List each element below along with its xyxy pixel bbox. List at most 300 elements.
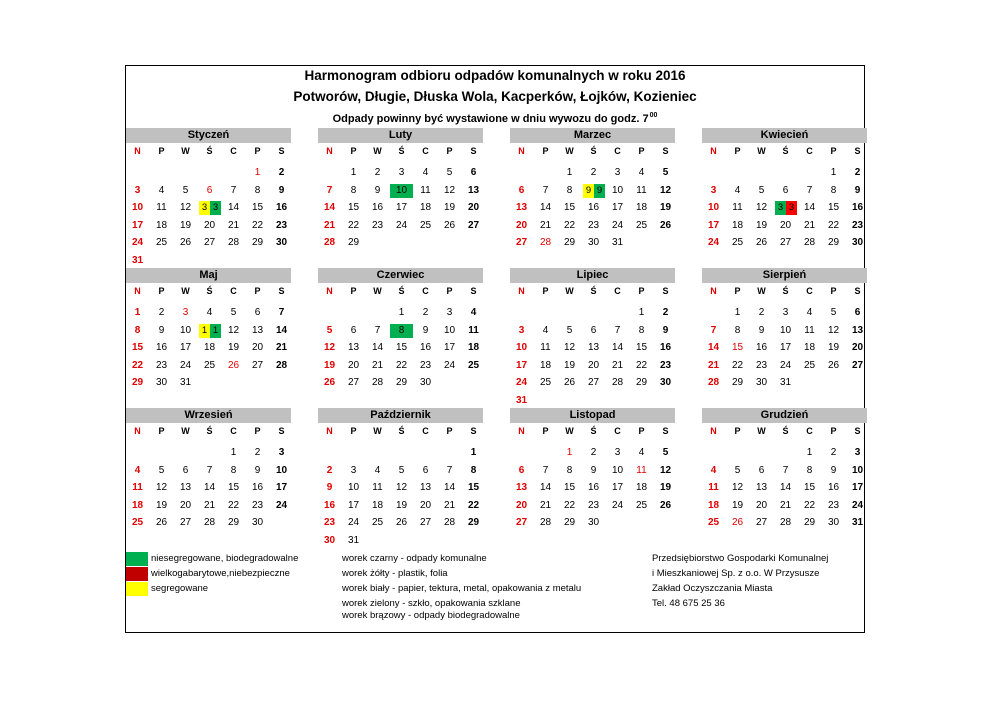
calendar-day: 1 xyxy=(566,447,573,458)
calendar-day: 24 xyxy=(515,377,528,388)
calendar-day: 14 xyxy=(707,342,720,353)
collection-day-marker: 3 xyxy=(775,201,786,215)
weekday-header: Ś xyxy=(206,146,213,156)
calendar-day: 13 xyxy=(515,202,528,213)
calendar-day: 8 xyxy=(230,464,237,476)
calendar-day: 6 xyxy=(854,307,861,318)
calendar-day: 27 xyxy=(419,517,432,528)
calendar-day: 13 xyxy=(587,342,600,353)
calendar-day: 30 xyxy=(755,377,768,388)
calendar-day: 25 xyxy=(803,359,816,371)
calendar-day: 11 xyxy=(708,482,719,493)
calendar-day: 7 xyxy=(278,307,285,318)
calendar-day: 27 xyxy=(587,377,600,388)
weekday-header: N xyxy=(326,286,333,296)
weekday-header: P xyxy=(350,286,357,296)
calendar-day: 5 xyxy=(446,167,453,178)
calendar-day: 2 xyxy=(326,464,333,476)
calendar-day: 2 xyxy=(854,167,861,178)
calendar-day: 23 xyxy=(659,359,672,371)
notice-superscript: 00 xyxy=(649,112,658,119)
weekday-header: P xyxy=(158,146,165,156)
calendar-day: 16 xyxy=(659,342,672,353)
calendar-day: 8 xyxy=(734,324,741,336)
calendar-day: 5 xyxy=(662,447,669,458)
month-header: Wrzesień xyxy=(126,408,291,423)
calendar-day: 28 xyxy=(371,377,384,388)
calendar-day: 18 xyxy=(731,219,744,231)
calendar-day: 1 xyxy=(566,167,573,178)
legend-swatch-red xyxy=(126,567,148,581)
calendar-day: 6 xyxy=(518,184,525,196)
calendar-day: 16 xyxy=(419,342,432,353)
calendar-day: 23 xyxy=(587,499,600,511)
calendar-day: 17 xyxy=(131,219,144,231)
calendar-day: 5 xyxy=(566,324,573,336)
calendar-day: 7 xyxy=(374,324,381,336)
weekday-header: C xyxy=(422,286,429,296)
weekday-header: P xyxy=(638,146,645,156)
calendar-day: 9 xyxy=(158,324,165,336)
weekday-header: S xyxy=(854,146,861,156)
calendar-day: 4 xyxy=(374,464,381,476)
weekday-header: P xyxy=(638,426,645,436)
calendar-day: 16 xyxy=(251,482,264,493)
weekday-header: P xyxy=(446,286,453,296)
calendar-day: 13 xyxy=(755,482,768,493)
calendar-day: 31 xyxy=(851,517,864,528)
calendar-day: 25 xyxy=(635,219,648,231)
calendar-day: 5 xyxy=(662,167,669,178)
calendar-day: 9 xyxy=(278,184,285,196)
calendar-day: 21 xyxy=(707,359,720,371)
calendar-day: 12 xyxy=(443,184,456,196)
calendar-day: 24 xyxy=(275,499,288,511)
calendar-day: 19 xyxy=(323,359,336,371)
calendar-day: 10 xyxy=(515,342,528,353)
calendar-day: 27 xyxy=(851,359,864,371)
calendar-day: 20 xyxy=(515,219,528,231)
calendar-day: 15 xyxy=(131,342,144,353)
calendar-day: 21 xyxy=(275,342,288,353)
calendar-day: 10 xyxy=(275,464,288,476)
weekday-header: N xyxy=(326,146,333,156)
calendar-day: 1 xyxy=(470,447,477,458)
calendar-day: 15 xyxy=(467,482,480,493)
calendar-day: 12 xyxy=(755,202,768,213)
weekday-header: C xyxy=(230,426,237,436)
calendar-day: 13 xyxy=(179,482,192,493)
weekday-header: P xyxy=(254,286,261,296)
calendar-day: 12 xyxy=(731,482,744,493)
calendar-day: 29 xyxy=(635,377,648,388)
calendar-day: 17 xyxy=(395,202,408,213)
calendar-day: 10 xyxy=(131,202,144,213)
weekday-header: P xyxy=(830,426,837,436)
calendar-day: 19 xyxy=(755,219,768,231)
calendar-day: 2 xyxy=(158,307,165,318)
bag-info: worek żółty - plastik, folia xyxy=(342,568,448,579)
calendar-day: 30 xyxy=(419,377,432,388)
calendar-day: 7 xyxy=(710,324,717,336)
weekday-header: W xyxy=(757,146,766,156)
calendar-day: 19 xyxy=(563,359,576,371)
calendar-day: 9 xyxy=(254,464,261,476)
calendar-day: 21 xyxy=(371,359,384,371)
calendar-day: 16 xyxy=(827,482,840,493)
calendar-day: 15 xyxy=(227,482,240,493)
weekday-header: W xyxy=(565,286,574,296)
calendar-day: 25 xyxy=(731,237,744,248)
calendar-day: 18 xyxy=(131,499,144,511)
weekday-header: S xyxy=(278,426,285,436)
calendar-day: 23 xyxy=(587,219,600,231)
calendar-day: 7 xyxy=(782,464,789,476)
calendar-day: 4 xyxy=(134,464,141,476)
calendar-day: 15 xyxy=(395,342,408,353)
calendar-day: 16 xyxy=(587,482,600,493)
weekday-header: N xyxy=(710,426,717,436)
calendar-day: 12 xyxy=(563,342,576,353)
calendar-day: 30 xyxy=(155,377,168,388)
calendar-day: 26 xyxy=(323,377,336,388)
calendar-day: 21 xyxy=(227,219,240,231)
calendar-day: 26 xyxy=(155,517,168,528)
calendar-day: 7 xyxy=(206,464,213,476)
calendar-day: 3 xyxy=(446,307,453,318)
calendar-day: 29 xyxy=(251,237,264,248)
calendar-day: 24 xyxy=(347,517,360,528)
calendar-day: 24 xyxy=(443,359,456,371)
calendar-day: 29 xyxy=(467,517,480,528)
calendar-day: 16 xyxy=(851,202,864,213)
calendar-day: 4 xyxy=(542,324,549,336)
calendar-day: 21 xyxy=(203,499,216,511)
weekday-header: C xyxy=(614,286,621,296)
calendar-day: 14 xyxy=(779,482,792,493)
calendar-day: 20 xyxy=(851,342,864,353)
calendar-day: 18 xyxy=(371,499,384,511)
month-header: Luty xyxy=(318,128,483,143)
calendar-day: 14 xyxy=(227,202,240,213)
weekday-header: N xyxy=(710,286,717,296)
calendar-day: 12 xyxy=(395,482,408,493)
calendar-day: 6 xyxy=(758,464,765,476)
calendar-day: 25 xyxy=(467,359,480,371)
calendar-day: 23 xyxy=(251,499,264,511)
calendar-day: 20 xyxy=(419,499,432,511)
calendar-day: 2 xyxy=(662,307,669,318)
calendar-day: 11 xyxy=(468,324,479,336)
calendar-day: 6 xyxy=(782,184,789,196)
weekday-header: C xyxy=(806,426,813,436)
month-header: Marzec xyxy=(510,128,675,143)
calendar-day: 16 xyxy=(587,202,600,213)
calendar-day: 26 xyxy=(659,499,672,511)
calendar-day: 10 xyxy=(611,464,624,476)
month-header: Sierpień xyxy=(702,268,867,283)
calendar-day: 15 xyxy=(731,342,744,353)
calendar-day: 3 xyxy=(350,464,357,476)
calendar-day: 28 xyxy=(443,517,456,528)
calendar-day: 21 xyxy=(803,219,816,231)
calendar-day: 8 xyxy=(350,184,357,196)
calendar-day: 19 xyxy=(659,202,672,213)
collection-day: 8 xyxy=(390,324,413,338)
weekday-header: W xyxy=(565,146,574,156)
calendar-day: 28 xyxy=(323,237,336,248)
calendar-day: 24 xyxy=(779,359,792,371)
calendar-day: 26 xyxy=(227,359,240,371)
weekday-header: Ś xyxy=(782,426,789,436)
calendar-day: 8 xyxy=(566,184,573,196)
calendar-day: 31 xyxy=(515,394,528,406)
calendar-day: 2 xyxy=(422,307,429,318)
calendar-day: 15 xyxy=(251,202,264,213)
calendar-day: 9 xyxy=(758,324,765,336)
calendar-day: 8 xyxy=(254,184,261,196)
weekday-header: S xyxy=(854,286,861,296)
weekday-header: Ś xyxy=(398,426,405,436)
weekday-header: W xyxy=(373,146,382,156)
weekday-header: C xyxy=(614,146,621,156)
collection-day-marker: 9 xyxy=(594,184,605,198)
schedule-sheet xyxy=(125,65,865,633)
calendar-day: 24 xyxy=(707,237,720,248)
calendar-day: 2 xyxy=(590,167,597,178)
weekday-header: P xyxy=(542,286,549,296)
calendar-day: 26 xyxy=(731,517,744,528)
calendar-day: 5 xyxy=(758,184,765,196)
calendar-day: 5 xyxy=(326,324,333,336)
calendar-day: 6 xyxy=(182,464,189,476)
company-phone: Tel. 48 675 25 36 xyxy=(652,598,725,609)
calendar-day: 20 xyxy=(179,499,192,511)
calendar-day: 22 xyxy=(227,499,240,511)
calendar-day: 17 xyxy=(515,359,528,371)
calendar-day: 3 xyxy=(710,184,717,196)
month-header: Lipiec xyxy=(510,268,675,283)
calendar-day: 3 xyxy=(614,167,621,178)
calendar-day: 11 xyxy=(804,324,815,336)
calendar-day: 28 xyxy=(611,377,624,388)
calendar-day: 31 xyxy=(179,377,192,388)
weekday-header: P xyxy=(254,146,261,156)
calendar-day: 15 xyxy=(803,482,816,493)
weekday-header: Ś xyxy=(206,426,213,436)
calendar-day: 7 xyxy=(542,184,549,196)
weekday-header: Ś xyxy=(590,286,597,296)
calendar-day: 29 xyxy=(731,377,744,388)
bag-info: worek czarny - odpady komunalne xyxy=(342,553,487,564)
calendar-day: 14 xyxy=(803,202,816,213)
calendar-day: 22 xyxy=(803,499,816,511)
weekday-header: P xyxy=(734,146,741,156)
legend-swatch-yellow xyxy=(126,582,148,596)
weekday-header: W xyxy=(565,426,574,436)
calendar-day: 1 xyxy=(230,447,237,458)
company-name: Przedsiębiorstwo Gospodarki Komunalnej xyxy=(652,553,829,564)
calendar-day: 19 xyxy=(395,499,408,511)
calendar-day: 12 xyxy=(155,482,168,493)
calendar-day: 24 xyxy=(179,359,192,371)
weekday-header: W xyxy=(373,286,382,296)
weekday-header: N xyxy=(134,426,141,436)
calendar-day: 4 xyxy=(206,307,213,318)
weekday-header: N xyxy=(134,146,141,156)
calendar-day: 3 xyxy=(782,307,789,318)
calendar-day: 25 xyxy=(419,219,432,231)
weekday-header: P xyxy=(350,146,357,156)
weekday-header: Ś xyxy=(398,286,405,296)
calendar-day: 9 xyxy=(422,324,429,336)
calendar-day: 15 xyxy=(827,202,840,213)
calendar-day: 22 xyxy=(467,499,480,511)
calendar-day: 4 xyxy=(734,184,741,196)
calendar-day: 11 xyxy=(156,202,167,213)
calendar-day: 5 xyxy=(398,464,405,476)
calendar-day: 10 xyxy=(179,324,192,336)
calendar-day: 8 xyxy=(830,184,837,196)
calendar-day: 6 xyxy=(590,324,597,336)
calendar-day: 4 xyxy=(806,307,813,318)
calendar-day: 27 xyxy=(515,237,528,248)
calendar-day: 14 xyxy=(539,482,552,493)
calendar-day: 1 xyxy=(830,167,837,178)
collection-time-notice: Odpady powinny być wystawione w dniu wywozu do godz. $7^{00}$ xyxy=(332,112,658,125)
calendar-day: 24 xyxy=(851,499,864,511)
calendar-day: 23 xyxy=(755,359,768,371)
weekday-header: W xyxy=(181,426,190,436)
calendar-day: 1 xyxy=(734,307,741,318)
calendar-day: 3 xyxy=(854,447,861,458)
calendar-day: 9 xyxy=(326,482,333,493)
calendar-day: 21 xyxy=(539,499,552,511)
calendar-day: 10 xyxy=(707,202,720,213)
calendar-day: 20 xyxy=(251,342,264,353)
calendar-day: 16 xyxy=(275,202,288,213)
calendar-day: 18 xyxy=(707,499,720,511)
calendar-day: 26 xyxy=(827,359,840,371)
calendar-day: 21 xyxy=(779,499,792,511)
calendar-day: 9 xyxy=(854,184,861,196)
calendar-day: 29 xyxy=(227,517,240,528)
calendar-day: 12 xyxy=(323,342,336,353)
calendar-day: 16 xyxy=(323,499,336,511)
calendar-day: 14 xyxy=(611,342,624,353)
calendar-day: 11 xyxy=(636,464,647,476)
calendar-day: 20 xyxy=(467,202,480,213)
calendar-day: 22 xyxy=(563,499,576,511)
calendar-day: 14 xyxy=(323,202,336,213)
legend-swatch-green xyxy=(126,552,148,566)
calendar-day: 27 xyxy=(179,517,192,528)
weekday-header: W xyxy=(757,286,766,296)
calendar-day: 8 xyxy=(638,324,645,336)
calendar-day: 25 xyxy=(707,517,720,528)
calendar-day: 21 xyxy=(611,359,624,371)
calendar-day: 26 xyxy=(395,517,408,528)
calendar-day: 2 xyxy=(374,167,381,178)
calendar-day: 20 xyxy=(755,499,768,511)
weekday-header: W xyxy=(181,286,190,296)
weekday-header: P xyxy=(734,426,741,436)
calendar-day: 31 xyxy=(611,237,624,248)
weekday-header: Ś xyxy=(398,146,405,156)
calendar-day: 18 xyxy=(419,202,432,213)
calendar-day: 30 xyxy=(587,517,600,528)
calendar-day: 1 xyxy=(350,167,357,178)
calendar-day: 14 xyxy=(443,482,456,493)
calendar-day: 6 xyxy=(350,324,357,336)
weekday-header: W xyxy=(373,426,382,436)
weekday-header: C xyxy=(614,426,621,436)
calendar-day: 22 xyxy=(731,359,744,371)
calendar-day: 17 xyxy=(707,219,720,231)
calendar-day: 3 xyxy=(518,324,525,336)
weekday-header: N xyxy=(134,286,141,296)
weekday-header: S xyxy=(470,426,477,436)
weekday-header: P xyxy=(446,146,453,156)
calendar-day: 23 xyxy=(827,499,840,511)
weekday-header: N xyxy=(518,146,525,156)
calendar-day: 3 xyxy=(134,184,141,196)
weekday-header: Ś xyxy=(206,286,213,296)
calendar-day: 14 xyxy=(371,342,384,353)
calendar-day: 22 xyxy=(563,219,576,231)
calendar-day: 15 xyxy=(347,202,360,213)
calendar-day: 28 xyxy=(707,377,720,388)
month-header: Styczeń xyxy=(126,128,291,143)
calendar-day: 30 xyxy=(851,237,864,248)
calendar-day: 9 xyxy=(830,464,837,476)
calendar-day: 25 xyxy=(371,517,384,528)
calendar-day: 22 xyxy=(827,219,840,231)
collection-day-marker: 1 xyxy=(199,324,210,338)
calendar-day: 2 xyxy=(278,167,285,178)
calendar-day: 14 xyxy=(275,324,288,336)
calendar-day: 15 xyxy=(563,482,576,493)
calendar-day: 19 xyxy=(731,499,744,511)
calendar-day: 24 xyxy=(395,219,408,231)
calendar-day: 25 xyxy=(635,499,648,511)
calendar-day: 13 xyxy=(419,482,432,493)
calendar-day: 18 xyxy=(155,219,168,231)
month-header: Grudzień xyxy=(702,408,867,423)
weekday-header: W xyxy=(181,146,190,156)
calendar-day: 11 xyxy=(372,482,383,493)
company-department: Zakład Oczyszczania Miasta xyxy=(652,583,773,594)
calendar-day: 30 xyxy=(587,237,600,248)
calendar-day: 23 xyxy=(371,219,384,231)
calendar-day: 26 xyxy=(563,377,576,388)
calendar-day: 2 xyxy=(830,447,837,458)
calendar-day: 13 xyxy=(347,342,360,353)
calendar-day: 31 xyxy=(779,377,792,388)
calendar-day: 7 xyxy=(806,184,813,196)
calendar-day: 20 xyxy=(587,359,600,371)
calendar-day: 3 xyxy=(614,447,621,458)
weekday-header: N xyxy=(710,146,717,156)
calendar-day: 12 xyxy=(179,202,192,213)
calendar-day: 17 xyxy=(611,202,624,213)
calendar-day: 19 xyxy=(659,482,672,493)
weekday-header: C xyxy=(230,146,237,156)
calendar-day: 19 xyxy=(443,202,456,213)
calendar-day: 31 xyxy=(131,254,144,266)
weekday-header: S xyxy=(854,426,861,436)
calendar-day: 25 xyxy=(203,359,216,371)
